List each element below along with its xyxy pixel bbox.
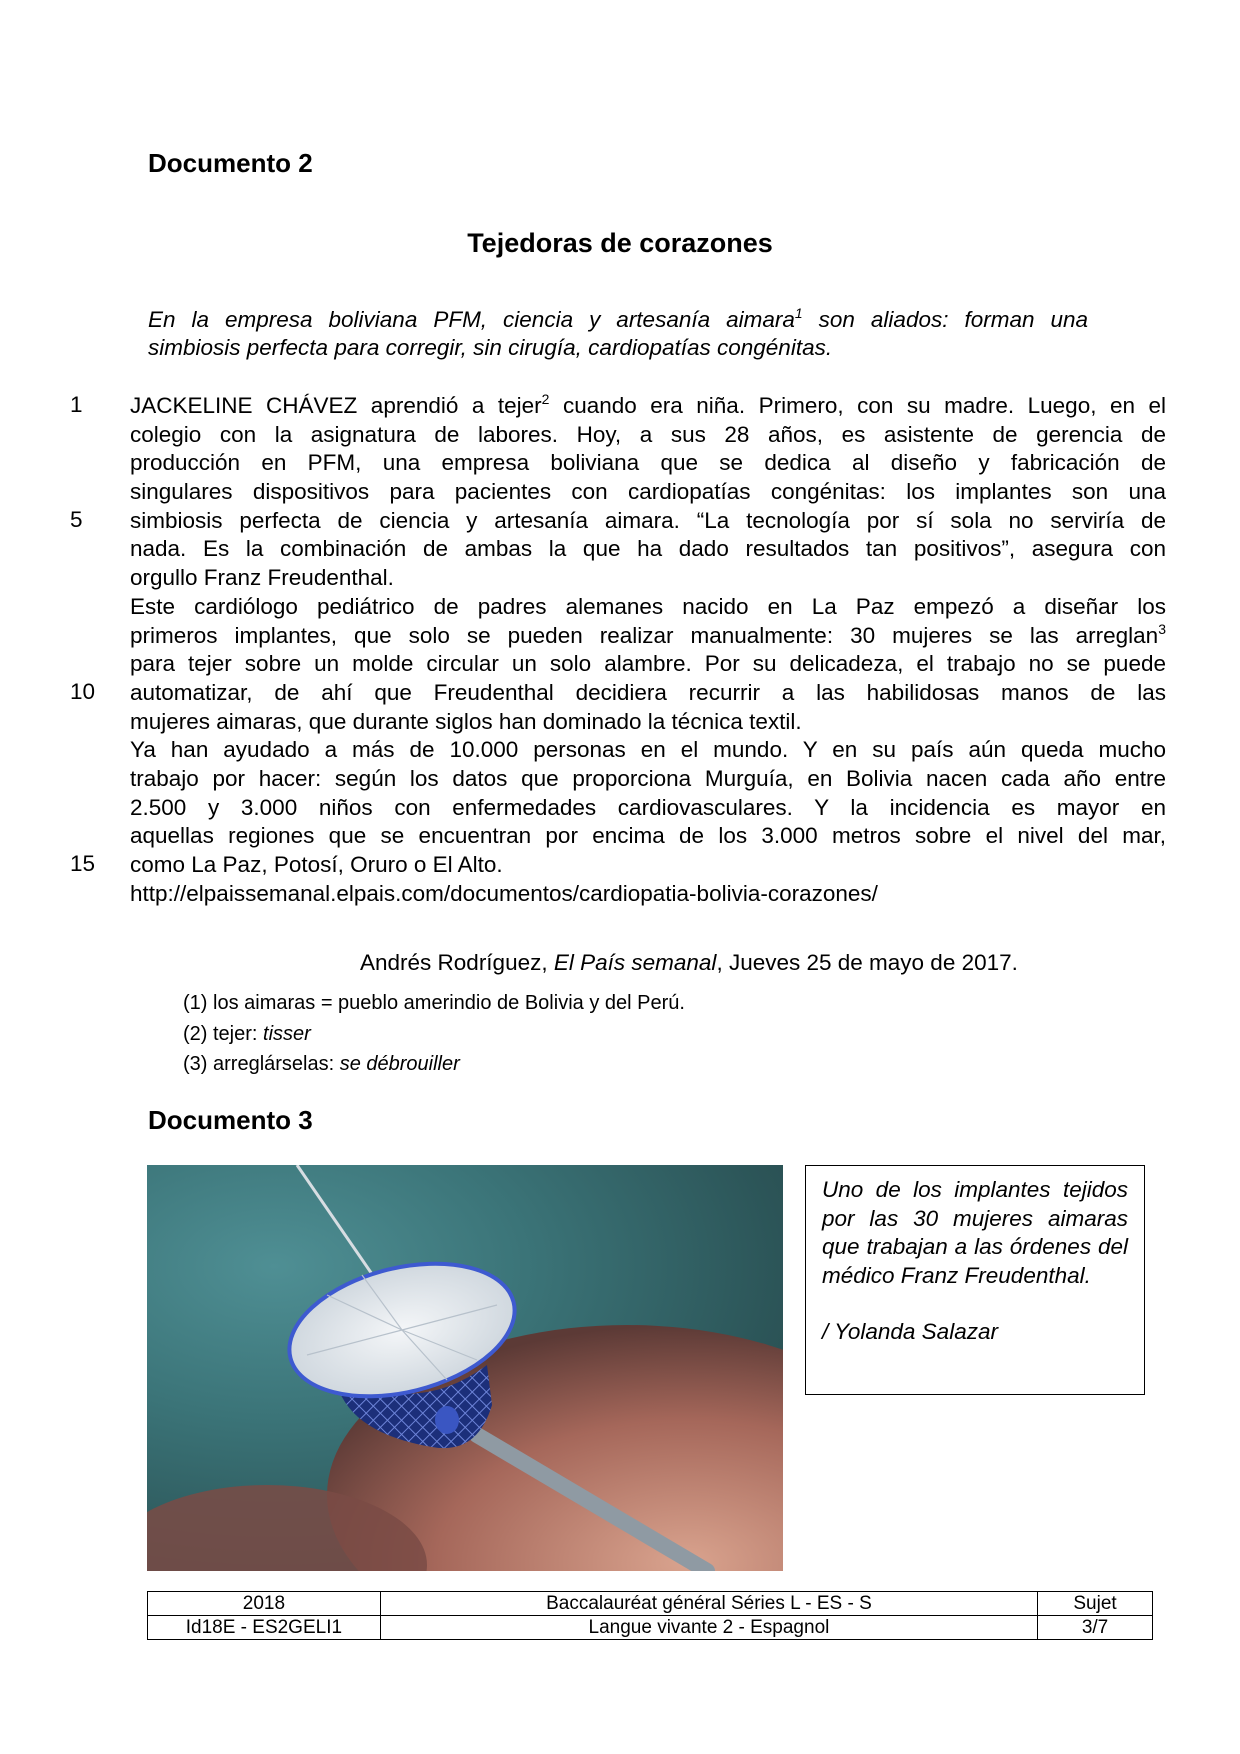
- line-number: 5: [70, 507, 83, 532]
- line-number: 1: [70, 392, 83, 417]
- source-url[interactable]: http://elpaissemanal.elpais.com/documentos/cardiopatia-bolivia-corazones/: [130, 880, 878, 906]
- body-line: Este cardiólogo pediátrico de padres alemanes nacido en La Paz empezó a diseñar los: [130, 593, 1166, 619]
- body-line: simbiosis perfecta de ciencia y artesanía aimara. “La tecnología por sí sola no serviría de: [130, 507, 1166, 533]
- article-title: Tejedoras de corazones: [467, 228, 773, 258]
- photo-credit: / Yolanda Salazar: [822, 1319, 998, 1344]
- footnote-ref-2: 2: [541, 391, 550, 407]
- footer-page: 3/7: [1038, 1616, 1153, 1640]
- body-line: aquellas regiones que se encuentran por encima de los 3.000 metros sobre el nivel del mar,: [130, 823, 1166, 849]
- source-date: , Jueves 25 de mayo de 2017.: [716, 950, 1018, 975]
- body-line: JACKELINE CHÁVEZ aprendió a tejer$^2$ cuando era niña. Primero, con su madre. Luego, en el: [130, 391, 1166, 418]
- exam-footer-table: [147, 1591, 1153, 1640]
- body-line: primeros implantes, que solo se pueden realizar manualmente: 30 mujeres se las arreglan$^3$: [130, 620, 1166, 648]
- line-number: 15: [70, 851, 96, 876]
- article-body: [130, 392, 1166, 908]
- body-line: nada. Es la combinación de ambas la que ha dado resultados tan positivos”, asegura con: [130, 536, 1166, 562]
- footer-row: [148, 1592, 1153, 1616]
- source-publication: El País semanal: [553, 950, 717, 975]
- body-line: singulares dispositivos para pacientes con cardiopatías congénitas: los implantes son una: [130, 479, 1166, 505]
- body-line: 2.500 y 3.000 niños con enfermedades cardiovasculares. Y la incidencia es mayor en: [130, 794, 1166, 820]
- intro-text: En la empresa boliviana PFM, ciencia y artesanía aimara: [148, 307, 795, 332]
- footnote-2: (2) tejer: tisser: [183, 1022, 311, 1045]
- footer-subject: Langue vivante 2 - Espagnol: [380, 1616, 1037, 1640]
- intro-text: simbiosis perfecta para corregir, sin cirugía, cardiopatías congénitas.: [148, 335, 833, 360]
- body-line: Ya han ayudado a más de 10.000 personas en el mundo. Y en su país aún queda mucho: [130, 737, 1166, 763]
- body-line: automatizar, de ahí que Freudenthal decidiera recurrir a las habilidosas manos de las: [130, 679, 1166, 705]
- footer-label: Sujet: [1038, 1592, 1153, 1616]
- doc3-heading: Documento 3: [148, 1105, 313, 1135]
- implant-illustration: [147, 1165, 783, 1571]
- footnote-3: (3) arreglárselas: se débrouiller: [183, 1053, 460, 1075]
- intro-text: son aliados: forman una: [802, 307, 1089, 332]
- footer-code: Id18E - ES2GELI1: [148, 1616, 381, 1640]
- footnote-ref-3: 3: [1158, 620, 1166, 637]
- body-line: orgullo Franz Freudenthal.: [130, 565, 394, 591]
- body-line: mujeres aimaras, que durante siglos han dominado la técnica textil.: [130, 708, 802, 734]
- body-line: como La Paz, Potosí, Oruro o El Alto.: [130, 852, 503, 877]
- source-author: Andrés Rodríguez,: [360, 950, 554, 975]
- implant-photo: [147, 1165, 783, 1571]
- line-number: 10: [70, 679, 96, 704]
- footnote-ref-1: 1: [794, 305, 803, 321]
- footnote-1: (1) los aimaras = pueblo amerindio de Bolivia y del Perú.: [183, 992, 685, 1014]
- photo-caption: Uno de los implantes tejidos por las 30 mujeres aimaras que trabajan a las órdenes del médico Franz Freudenthal.: [822, 1177, 1128, 1288]
- body-line: trabajo por hacer: según los datos que proporciona Murguía, en Bolivia nacen cada año entre: [130, 765, 1166, 791]
- body-line: para tejer sobre un molde circular un solo alambre. Por su delicadeza, el trabajo no se puede: [130, 651, 1166, 677]
- article-intro: [148, 306, 1088, 362]
- footnotes: [183, 988, 685, 1080]
- doc2-heading: Documento 2: [148, 148, 313, 178]
- body-line: colegio con la asignatura de labores. Hoy, a sus 28 años, es asistente de gerencia de: [130, 421, 1166, 447]
- footer-row: [148, 1616, 1153, 1640]
- footer-exam: Baccalauréat général Séries L - ES - S: [380, 1592, 1037, 1616]
- body-line: producción en PFM, una empresa boliviana que se dedica al diseño y fabricación de: [130, 450, 1166, 476]
- photo-caption-box: [805, 1165, 1145, 1395]
- article-source: [360, 950, 1018, 976]
- footer-year: 2018: [148, 1592, 381, 1616]
